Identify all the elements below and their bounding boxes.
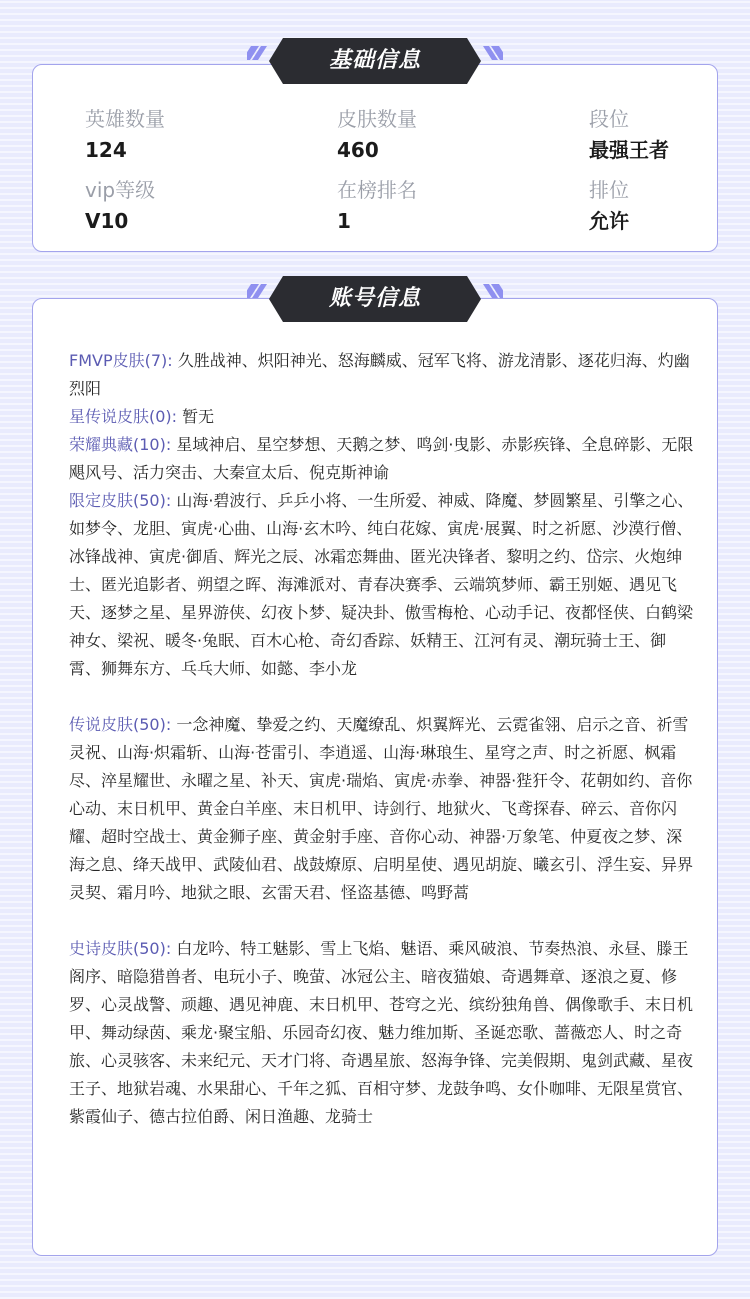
stat-rank-tier	[589, 105, 669, 164]
stat-leaderboard-rank	[337, 176, 417, 235]
section-label: 史诗皮肤(50):	[69, 939, 172, 958]
section-label: 荣耀典藏(10):	[69, 435, 172, 454]
section-content: 星域神启、星空梦想、天鹅之梦、鸣剑·曳影、赤影疾锋、全息碎影、无限飓风号、活力突击、大秦宣太后、倪克斯神谕	[69, 435, 694, 482]
section-glory-collection	[69, 431, 695, 487]
stat-label: vip等级	[85, 178, 156, 202]
section-content: 暂无	[182, 407, 215, 426]
account-info-banner	[247, 276, 503, 322]
skin-sections	[69, 347, 695, 1131]
account-info-title: 账号信息	[328, 286, 421, 311]
section-content: 白龙吟、特工魅影、雪上飞焰、魅语、乘风破浪、节奏热浪、永昼、滕王阁序、暗隐猎兽者、电玩小子、晚萤、冰冠公主、暗夜猫娘、奇遇舞章、逐浪之夏、修罗、心灵战警、顽趣、遇见神鹿、末日机甲、苍穹之光、缤纷独角兽、偶像歌手、末日机甲、舞动绿茵、乘龙·聚宝船、乐园奇幻夜、魅力维加斯、圣诞恋歌、蔷薇恋人、时之奇旅、心灵骇客、未来纪元、天才门将、奇遇星旅、怒海争锋、完美假期、鬼剑武藏、星夜王子、地狱岩魂、水果甜心、千年之狐、百相守梦、龙鼓争鸣、女仆咖啡、无限星赏官、紫霞仙子、德古拉伯爵、闲日渔趣、龙骑士	[69, 939, 694, 1126]
section-content: 一念神魔、挚爱之约、天魔缭乱、炽翼辉光、云霓雀翎、启示之音、祈雪灵祝、山海·炽霜斩、山海·苍雷引、李逍遥、山海·琳琅生、星穹之声、时之祈愿、枫霜尽、淬星耀世、永曜之星、补天、寅虎·瑞焰、寅虎·赤拳、神器·狴犴令、花朝如约、音你心动、末日机甲、黄金白羊座、末日机甲、诗剑行、地狱火、飞鸢探春、碎云、音你闪耀、超时空战士、黄金狮子座、黄金射手座、音你心动、神器·万象笔、仲夏夜之梦、深海之息、绛天战甲、武陵仙君、战鼓燎原、启明星使、遇见胡旋、曦玄引、浮生妄、异界灵契、霜月吟、地狱之眼、玄雷天君、怪盗基德、鸣野蒿	[69, 715, 694, 902]
stat-label: 段位	[589, 107, 629, 131]
basic-info-title: 基础信息	[328, 48, 421, 73]
stat-hero-count	[85, 105, 165, 164]
section-content: 山海·碧波行、乒乒小将、一生所爱、神威、降魔、梦圆繁星、引擎之心、如梦令、龙胆、寅虎·心曲、山海·玄木吟、纯白花嫁、寅虎·展翼、时之祈愿、沙漠行僧、冰锋战神、寅虎·御盾、辉光之辰、冰霜恋舞曲、匿光决锋者、黎明之约、岱宗、火炮绅士、匿光追影者、朔望之晖、海滩派对、青春决赛季、云端筑梦师、霸王别姬、遇见飞天、逐梦之星、星界游侠、幻夜卜梦、疑决卦、傲雪梅枪、心动手记、夜都怪侠、白鹤梁神女、梁祝、暖冬·兔眠、百木心枪、奇幻香踪、妖精王、江河有灵、潮玩骑士王、御霄、狮舞东方、乓乓大师、如懿、李小龙	[69, 491, 694, 678]
section-label: 传说皮肤(50):	[69, 715, 172, 734]
stat-ranked-allowed	[589, 176, 629, 235]
stat-label: 排位	[589, 178, 629, 202]
stat-value: V10	[85, 209, 129, 233]
stat-label: 英雄数量	[85, 107, 165, 131]
section-star-legend-skins	[69, 403, 695, 431]
account-info-card	[32, 298, 718, 1256]
stat-label: 在榜排名	[337, 178, 417, 202]
section-limited-skins	[69, 487, 695, 683]
section-fmvp-skins	[69, 347, 695, 403]
section-label: 限定皮肤(50):	[69, 491, 172, 510]
section-label: FMVP皮肤(7):	[69, 351, 173, 370]
stat-value: 124	[85, 138, 127, 162]
section-legend-skins	[69, 711, 695, 907]
stat-vip-level	[85, 176, 155, 235]
section-content: 久胜战神、炽阳神光、怒海麟威、冠军飞将、游龙清影、逐花归海、灼幽烈阳	[69, 351, 690, 398]
section-epic-skins	[69, 935, 695, 1131]
stat-value: 1	[337, 209, 351, 233]
stat-skin-count	[337, 105, 417, 164]
stat-value: 460	[337, 138, 379, 162]
basic-info-card	[32, 64, 718, 252]
stat-value: 最强王者	[589, 138, 669, 162]
stat-label: 皮肤数量	[337, 107, 417, 131]
stat-value: 允许	[589, 209, 629, 233]
section-label: 星传说皮肤(0):	[69, 407, 178, 426]
basic-info-banner	[247, 38, 503, 84]
